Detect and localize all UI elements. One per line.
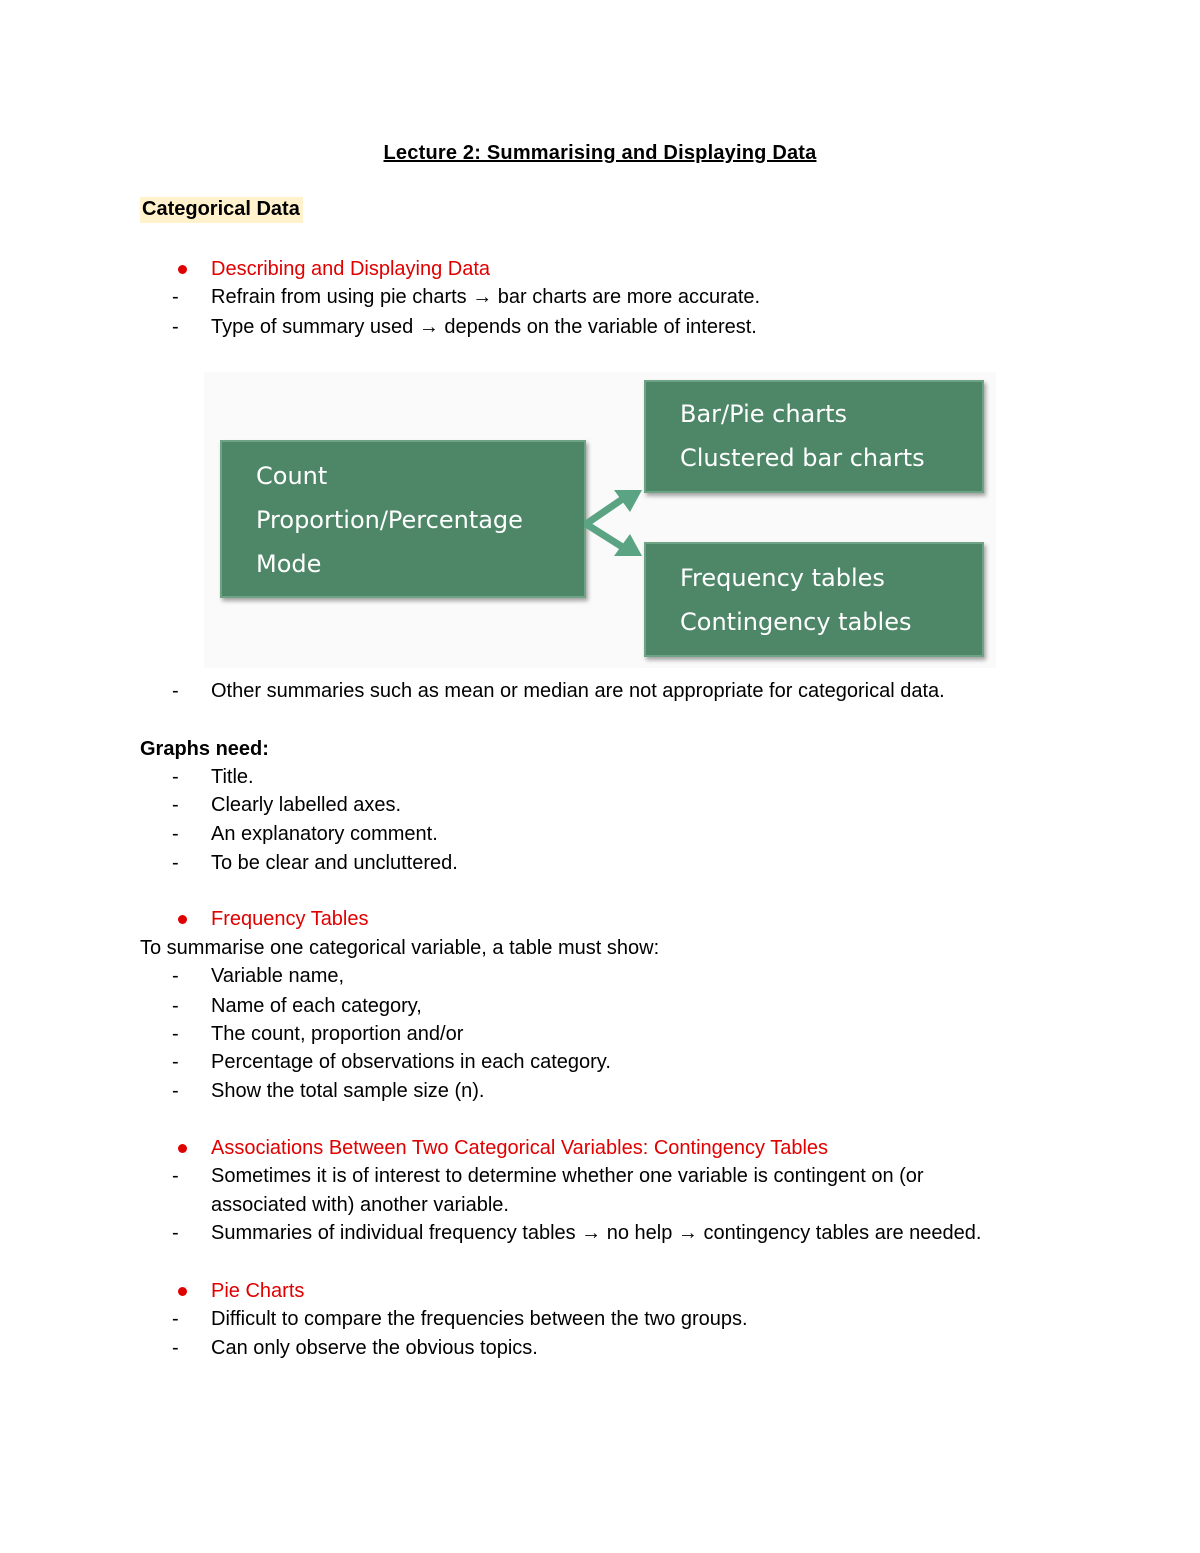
left-box	[220, 440, 586, 598]
dash-icon: -	[172, 680, 179, 702]
subheading: Frequency Tables	[211, 908, 369, 930]
box-line: Proportion/Percentage	[256, 506, 523, 534]
dash-icon: -	[172, 1222, 179, 1244]
dash-icon: -	[172, 823, 179, 845]
list-item: Can only observe the obvious topics.	[211, 1337, 538, 1359]
list-item: An explanatory comment.	[211, 823, 438, 845]
subheading: Pie Charts	[211, 1280, 305, 1302]
list-item: Title.	[211, 766, 254, 788]
list-item: Variable name,	[211, 965, 345, 987]
dash-icon: -	[172, 1051, 179, 1073]
dash-icon: -	[172, 316, 179, 338]
list-item: Difficult to compare the frequencies between the two groups.	[211, 1308, 748, 1330]
box-line: Count	[256, 462, 328, 490]
dash-icon: -	[172, 1023, 179, 1045]
dash-icon: -	[172, 766, 179, 788]
bullet-icon	[178, 1144, 187, 1153]
graphs-heading: Graphs need:	[140, 738, 269, 760]
section-heading: Categorical Data	[140, 197, 303, 223]
list-item: Type of summary used → depends on the variable of interest.	[211, 316, 757, 338]
dash-icon: -	[172, 286, 179, 308]
top-right-box	[644, 380, 984, 493]
list-item: Refrain from using pie charts → bar charts are more accurate.	[211, 286, 761, 308]
list-item: Show the total sample size (n).	[211, 1080, 485, 1102]
list-item: Percentage of observations in each category.	[211, 1051, 611, 1073]
bullet-icon	[178, 915, 187, 924]
list-item: Sometimes it is of interest to determine whether one variable is contingent on (or	[211, 1165, 924, 1187]
box-line: Bar/Pie charts	[680, 400, 848, 428]
dash-icon: -	[172, 995, 179, 1017]
bullet-icon	[178, 1287, 187, 1296]
dash-icon: -	[172, 1165, 179, 1187]
list-item: To be clear and uncluttered.	[211, 852, 458, 874]
frequency-intro: To summarise one categorical variable, a table must show:	[140, 937, 660, 959]
list-item: Other summaries such as mean or median are not appropriate for categorical data.	[211, 680, 945, 702]
dash-icon: -	[172, 965, 179, 987]
list-item-continuation: associated with) another variable.	[211, 1194, 509, 1216]
subheading: Associations Between Two Categorical Variables: Contingency Tables	[211, 1137, 829, 1159]
split-arrow-icon	[584, 484, 646, 562]
page-title: Lecture 2: Summarising and Displaying Data	[383, 142, 817, 164]
bottom-right-box	[644, 542, 984, 657]
summary-diagram	[204, 372, 996, 668]
dash-icon: -	[172, 1337, 179, 1359]
dash-icon: -	[172, 794, 179, 816]
box-line: Clustered bar charts	[680, 444, 925, 472]
bullet-icon	[178, 265, 187, 274]
box-line: Contingency tables	[680, 608, 912, 636]
box-line: Mode	[256, 550, 322, 578]
subheading: Describing and Displaying Data	[211, 258, 491, 280]
dash-icon: -	[172, 852, 179, 874]
list-item: Summaries of individual frequency tables → no help → contingency tables are needed.	[211, 1222, 982, 1244]
list-item: The count, proportion and/or	[211, 1023, 464, 1045]
list-item: Clearly labelled axes.	[211, 794, 402, 816]
dash-icon: -	[172, 1308, 179, 1330]
dash-icon: -	[172, 1080, 179, 1102]
box-line: Frequency tables	[680, 564, 885, 592]
list-item: Name of each category,	[211, 995, 422, 1017]
